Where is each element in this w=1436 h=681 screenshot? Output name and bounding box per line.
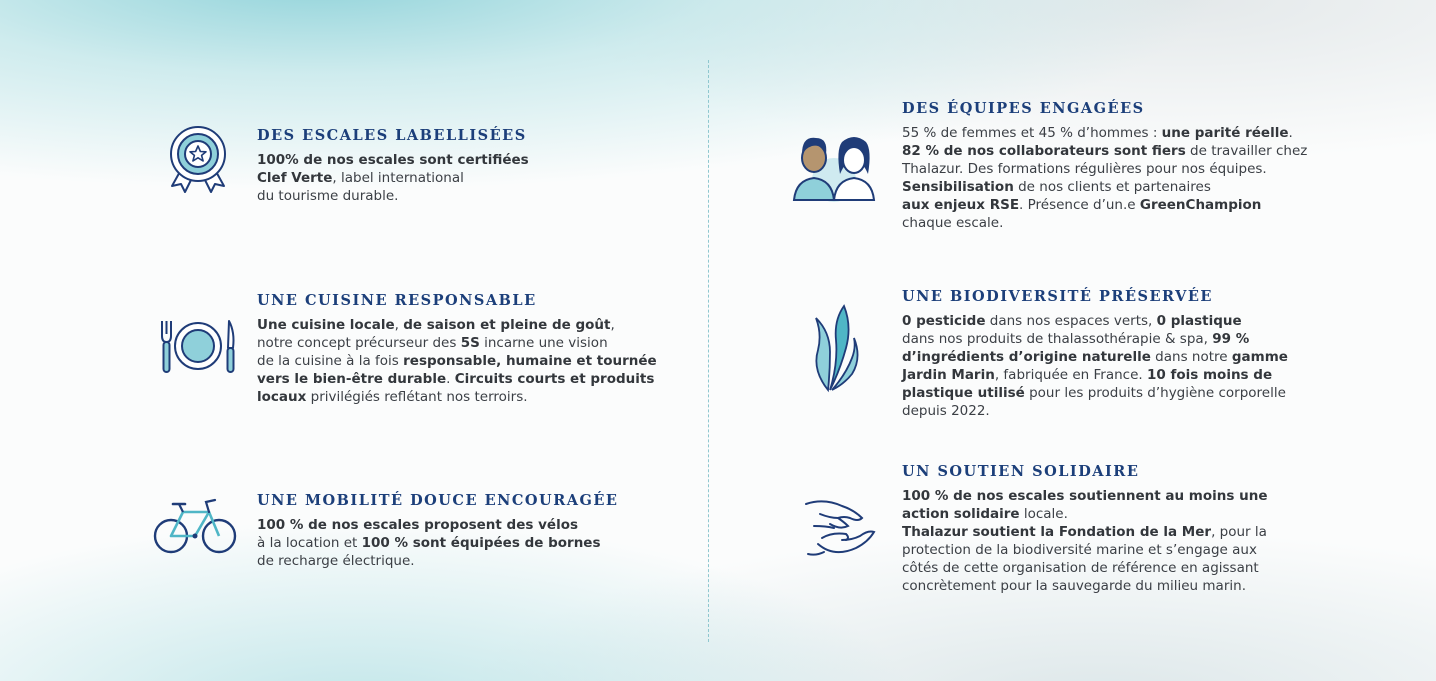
- bold-text: 0 pesticide: [902, 313, 986, 329]
- bold-text: aux enjeux RSE: [902, 197, 1020, 213]
- bold-text: Thalazur soutient la Fondation de la Mer: [902, 524, 1212, 540]
- bold-text: locaux: [257, 389, 307, 405]
- bold-text: Sensibilisation: [902, 179, 1014, 195]
- text: de nos clients et partenaires: [1013, 179, 1211, 195]
- bold-text: Une cuisine locale: [257, 317, 395, 333]
- section-cuisine: [257, 292, 657, 406]
- section-equipes: [902, 100, 1307, 232]
- bold-text: action solidaire: [902, 506, 1020, 522]
- section-body: [257, 516, 619, 570]
- column-divider: [708, 60, 709, 642]
- text: dans nos espaces verts,: [985, 313, 1157, 329]
- bold-text: 99 %: [1212, 331, 1250, 347]
- text: .: [446, 371, 455, 387]
- bold-text: GreenChampion: [1139, 197, 1262, 213]
- bold-text: vers le bien-être durable: [257, 371, 447, 387]
- section-title: UN SOUTIEN SOLIDAIRE: [902, 463, 1140, 480]
- text: protection de la biodiversité marine et s’engage aux: [902, 542, 1257, 558]
- bicycle-icon: [153, 496, 237, 558]
- bold-text: 100 % de nos escales soutiennent au moins une: [902, 488, 1268, 504]
- caring-hands-icon: [804, 498, 876, 562]
- bold-text: Circuits courts et produits: [454, 371, 655, 387]
- section-title: DES ÉQUIPES ENGAGÉES: [902, 100, 1145, 117]
- text: ,: [610, 317, 615, 333]
- bold-text: 5S: [460, 335, 480, 351]
- award-rosette-icon: [164, 124, 232, 196]
- bold-text: 10 fois moins de: [1146, 367, 1273, 383]
- section-body: [902, 124, 1307, 232]
- section-title: UNE CUISINE RESPONSABLE: [257, 292, 537, 309]
- bold-text: 0 plastique: [1156, 313, 1242, 329]
- text: chaque escale.: [902, 215, 1004, 231]
- text: incarne une vision: [479, 335, 608, 351]
- text: dans notre: [1150, 349, 1232, 365]
- bold-text: Jardin Marin: [902, 367, 995, 383]
- bold-text: Clef Verte: [257, 170, 333, 186]
- bold-text: 100% de nos escales sont certifiées: [257, 152, 529, 168]
- bold-text: plastique utilisé: [902, 385, 1025, 401]
- text: de recharge électrique.: [257, 553, 415, 569]
- section-mobilite: [257, 492, 619, 570]
- team-people-icon: [790, 130, 878, 202]
- section-escales: [257, 127, 529, 205]
- section-title: UNE MOBILITÉ DOUCE ENCOURAGÉE: [257, 492, 619, 509]
- text: 55 % de femmes et 45 % d’hommes :: [902, 125, 1162, 141]
- text: à la location et: [257, 535, 362, 551]
- text: .: [1288, 125, 1293, 141]
- text: de travailler chez: [1185, 143, 1308, 159]
- section-title: UNE BIODIVERSITÉ PRÉSERVÉE: [902, 288, 1213, 305]
- text: pour les produits d’hygiène corporelle: [1024, 385, 1286, 401]
- bold-text: de saison et pleine de goût: [403, 317, 611, 333]
- section-body: [257, 151, 529, 205]
- section-body: [902, 312, 1288, 420]
- section-body: [902, 487, 1267, 595]
- bold-text: responsable, humaine et tournée: [403, 353, 657, 369]
- section-body: [257, 316, 657, 406]
- section-biodiversite: [902, 288, 1288, 420]
- text: côtés de cette organisation de référence en agissant: [902, 560, 1259, 576]
- text: dans nos produits de thalassothérapie & spa,: [902, 331, 1213, 347]
- seaweed-icon: [808, 304, 860, 394]
- text: Thalazur. Des formations régulières pour nos équipes.: [902, 161, 1267, 177]
- text: locale.: [1019, 506, 1068, 522]
- bold-text: d’ingrédients d’origine naturelle: [902, 349, 1151, 365]
- bold-text: gamme: [1231, 349, 1288, 365]
- bold-text: 100 % sont équipées de bornes: [361, 535, 601, 551]
- text: ,: [394, 317, 404, 333]
- section-title: DES ESCALES LABELLISÉES: [257, 127, 527, 144]
- section-soutien: [902, 463, 1267, 595]
- text: , label international: [332, 170, 464, 186]
- text: de la cuisine à la fois: [257, 353, 404, 369]
- bold-text: une parité réelle: [1161, 125, 1289, 141]
- text: . Présence d’un.e: [1019, 197, 1140, 213]
- text: du tourisme durable.: [257, 188, 399, 204]
- text: privilégiés reflétant nos terroirs.: [306, 389, 528, 405]
- plate-cutlery-icon: [158, 318, 238, 376]
- text: depuis 2022.: [902, 403, 990, 419]
- text: notre concept précurseur des: [257, 335, 461, 351]
- text: concrètement pour la sauvegarde du milieu marin.: [902, 578, 1246, 594]
- bold-text: 100 % de nos escales proposent des vélos: [257, 517, 579, 533]
- text: , fabriquée en France.: [994, 367, 1147, 383]
- text: , pour la: [1211, 524, 1267, 540]
- bold-text: 82 % de nos collaborateurs sont fiers: [902, 143, 1186, 159]
